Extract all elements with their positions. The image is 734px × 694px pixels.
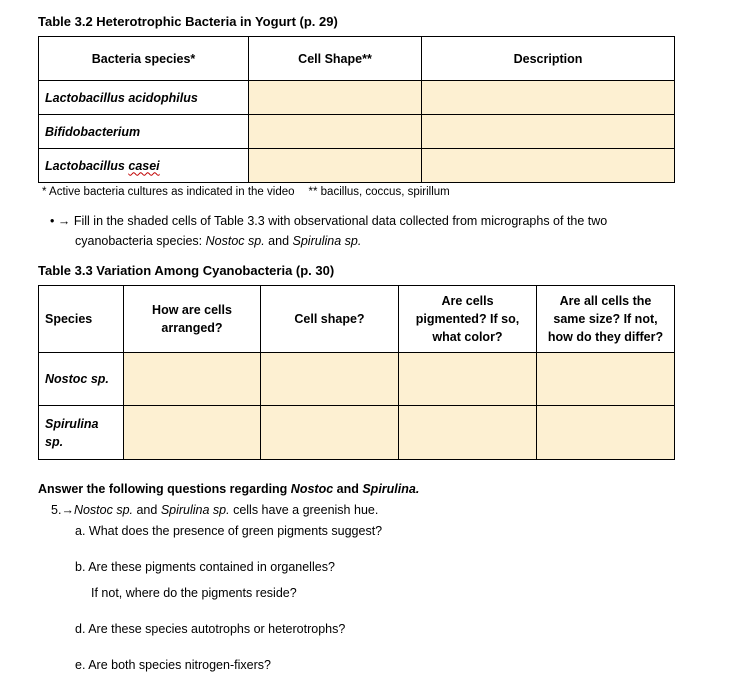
heading-and: and bbox=[333, 482, 363, 496]
bullet-icon: • bbox=[50, 214, 55, 228]
header-bacteria-species: Bacteria species* bbox=[39, 37, 249, 81]
row-label-genus: Lactobacillus bbox=[45, 158, 125, 173]
question-5d: d. Are these species autotrophs or heterotrophs? bbox=[75, 622, 346, 636]
shaded-cell[interactable] bbox=[124, 406, 261, 460]
header-cell-size: Are all cells the same size? If not, how do they differ? bbox=[537, 286, 675, 353]
table-3-2 bbox=[38, 36, 675, 183]
shaded-cell[interactable] bbox=[399, 406, 537, 460]
shaded-cell[interactable] bbox=[249, 149, 422, 183]
species-spirulina: Spirulina sp. bbox=[160, 503, 230, 517]
shaded-cell[interactable] bbox=[537, 406, 675, 460]
table-3-2-header-row bbox=[39, 37, 675, 81]
instruction-text-2: cyanobacteria species: bbox=[75, 234, 206, 248]
shaded-cell[interactable] bbox=[422, 115, 675, 149]
header-description: Description bbox=[422, 37, 675, 81]
header-cell-shape: Cell Shape** bbox=[249, 37, 422, 81]
table-3-2-footnote bbox=[42, 186, 450, 198]
table-3-3-caption: Table 3.3 Variation Among Cyanobacteria (p. 30) bbox=[38, 263, 335, 278]
shaded-cell[interactable] bbox=[422, 81, 675, 115]
row-label-lactobacillus-acidophilus: Lactobacillus acidophilus bbox=[39, 81, 249, 115]
table-3-3 bbox=[38, 285, 675, 460]
spellcheck-underlined-word: casei bbox=[128, 158, 160, 173]
questions-heading-text: Answer the following questions regarding bbox=[38, 482, 291, 496]
header-species: Species bbox=[39, 286, 124, 353]
shaded-cell[interactable] bbox=[249, 115, 422, 149]
row-label-bifidobacterium: Bifidobacterium bbox=[39, 115, 249, 149]
table-3-3-header-row bbox=[39, 286, 675, 353]
arrow-icon: → bbox=[57, 214, 71, 228]
table-row bbox=[39, 353, 675, 406]
question-5b: b. Are these pigments contained in organelles? bbox=[75, 560, 335, 574]
arrow-icon: → bbox=[61, 503, 74, 517]
shaded-cell[interactable] bbox=[399, 353, 537, 406]
header-arrangement: How are cells arranged? bbox=[124, 286, 261, 353]
row-label-spirulina: Spirulina sp. bbox=[39, 406, 124, 460]
question-5b-followup: If not, where do the pigments reside? bbox=[91, 586, 297, 600]
footnote-2: ** bacillus, coccus, spirillum bbox=[308, 186, 450, 198]
row-label-nostoc: Nostoc sp. bbox=[39, 353, 124, 406]
table-row bbox=[39, 406, 675, 460]
heading-spirulina: Spirulina. bbox=[362, 482, 420, 496]
instruction-text: Fill in the shaded cells of Table 3.3 with observational data collected from micrographs of the two bbox=[73, 214, 608, 228]
shaded-cell[interactable] bbox=[261, 353, 399, 406]
shaded-cell[interactable] bbox=[124, 353, 261, 406]
species-nostoc: Nostoc sp. bbox=[73, 503, 133, 517]
table-row bbox=[39, 81, 675, 115]
table-row bbox=[39, 115, 675, 149]
species-spirulina: Spirulina sp. bbox=[292, 234, 362, 248]
table-3-2-caption: Table 3.2 Heterotrophic Bacteria in Yogurt (p. 29) bbox=[38, 14, 338, 29]
question-5-text: cells have a greenish hue. bbox=[229, 503, 379, 517]
species-nostoc: Nostoc sp. bbox=[205, 234, 265, 248]
table-row bbox=[39, 149, 675, 183]
instruction-line-1 bbox=[50, 214, 607, 228]
question-5e: e. Are both species nitrogen-fixers? bbox=[75, 658, 271, 672]
header-cell-shape: Cell shape? bbox=[261, 286, 399, 353]
question-5a: a. What does the presence of green pigments suggest? bbox=[75, 524, 383, 538]
row-label-lactobacillus-casei bbox=[39, 149, 249, 183]
shaded-cell[interactable] bbox=[537, 353, 675, 406]
question-number: 5. bbox=[51, 503, 62, 517]
shaded-cell[interactable] bbox=[422, 149, 675, 183]
shaded-cell[interactable] bbox=[261, 406, 399, 460]
questions-heading bbox=[38, 482, 419, 496]
header-pigmented: Are cells pigmented? If so, what color? bbox=[399, 286, 537, 353]
conjunction: and bbox=[264, 234, 293, 248]
footnote-1: * Active bacteria cultures as indicated in the video bbox=[42, 186, 295, 198]
shaded-cell[interactable] bbox=[249, 81, 422, 115]
heading-nostoc: Nostoc bbox=[290, 482, 334, 496]
instruction-line-2 bbox=[75, 234, 361, 248]
conjunction: and bbox=[133, 503, 161, 517]
question-5 bbox=[51, 503, 378, 517]
